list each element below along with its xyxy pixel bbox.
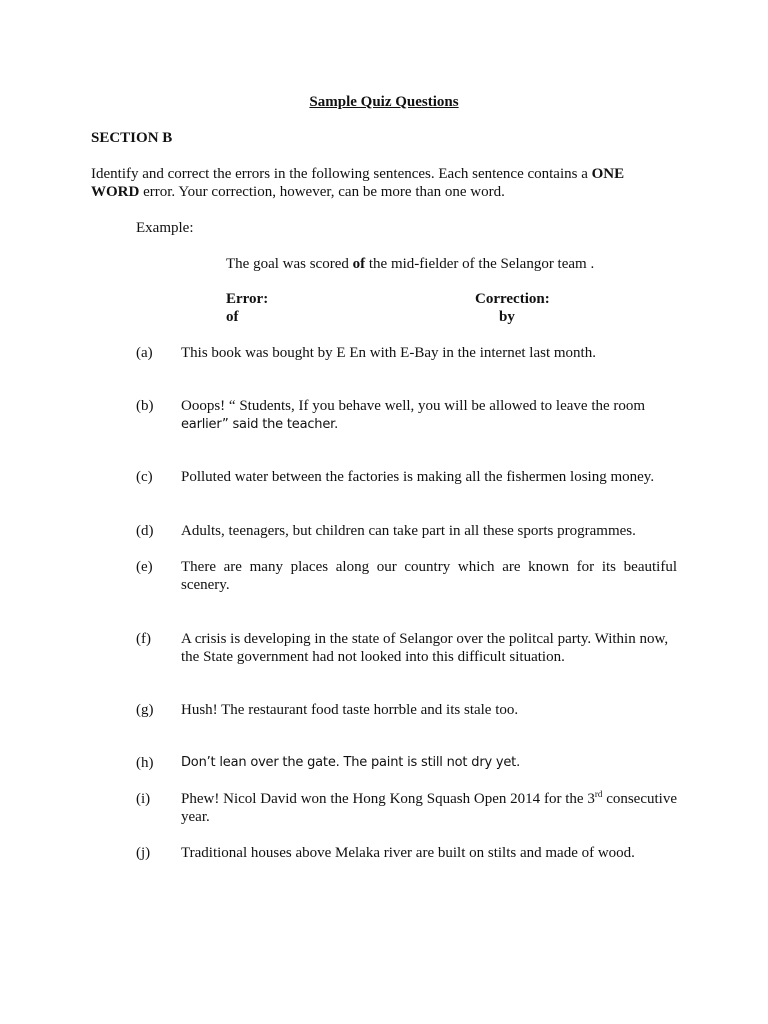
question-label: (d) — [136, 523, 154, 539]
question-text: Adults, teenagers, but children can take part in all these sports programmes. — [181, 523, 636, 539]
question-label: (c) — [136, 469, 153, 485]
section-heading: SECTION B — [91, 130, 173, 146]
question-text-start: Phew! Nicol David won the Hong Kong Squash Open 2014 for the 3 — [181, 791, 595, 807]
question-text: Ooops! “ Students, If you behave well, you will be allowed to leave the room — [181, 398, 646, 414]
question-label: (h) — [136, 755, 154, 771]
question-label: (e) — [136, 559, 153, 575]
question-text: A crisis is developing in the state of Selangor over the politcal party. Within now, the State government had not looked into this difficult situation. — [181, 631, 669, 665]
question-label: (a) — [136, 345, 153, 361]
question-label: (g) — [136, 702, 154, 718]
error-value: of — [226, 309, 239, 325]
question-text: Traditional houses above Melaka river are built on stilts and made of wood. — [181, 845, 635, 861]
instructions-text-1: Identify and correct the errors in the following sentences. Each sentence contains a — [91, 166, 592, 182]
example-sentence-end: the mid-fielder of the Selangor team . — [365, 256, 595, 272]
instructions-text-2: error. Your correction, however, can be more than one word. — [139, 184, 505, 200]
question-text — [181, 790, 677, 826]
question-label: (i) — [136, 791, 151, 807]
question-label: (f) — [136, 631, 151, 647]
correction-heading: Correction: — [475, 291, 550, 307]
example-sentence — [226, 255, 594, 273]
error-heading: Error: — [226, 291, 269, 307]
question-text-end: consecutive year. — [181, 791, 677, 825]
question-text: There are many places along our country which are known for its beautiful scenery. — [181, 559, 677, 593]
page-title: Sample Quiz Questions — [309, 94, 459, 110]
question-text-continuation: earlier” said the teacher. — [181, 417, 339, 432]
ordinal-suffix: rd — [594, 789, 603, 799]
correction-value: by — [499, 309, 515, 325]
question-text: Hush! The restaurant food taste horrble and its stale too. — [181, 702, 519, 718]
example-error-word: of — [352, 256, 366, 272]
example-sentence-start: The goal was scored — [226, 256, 353, 272]
question-text: Polluted water between the factories is making all the fishermen losing money. — [181, 469, 655, 485]
question-label: (b) — [136, 398, 154, 414]
question-label: (j) — [136, 845, 151, 861]
question-text: This book was bought by E En with E-Bay in the internet last month. — [181, 345, 596, 361]
instructions-emphasis: ONE WORD — [91, 166, 625, 200]
instructions-paragraph — [91, 165, 631, 201]
question-text: Don’t lean over the gate. The paint is still not dry yet. — [181, 755, 521, 770]
example-label: Example: — [136, 220, 194, 236]
